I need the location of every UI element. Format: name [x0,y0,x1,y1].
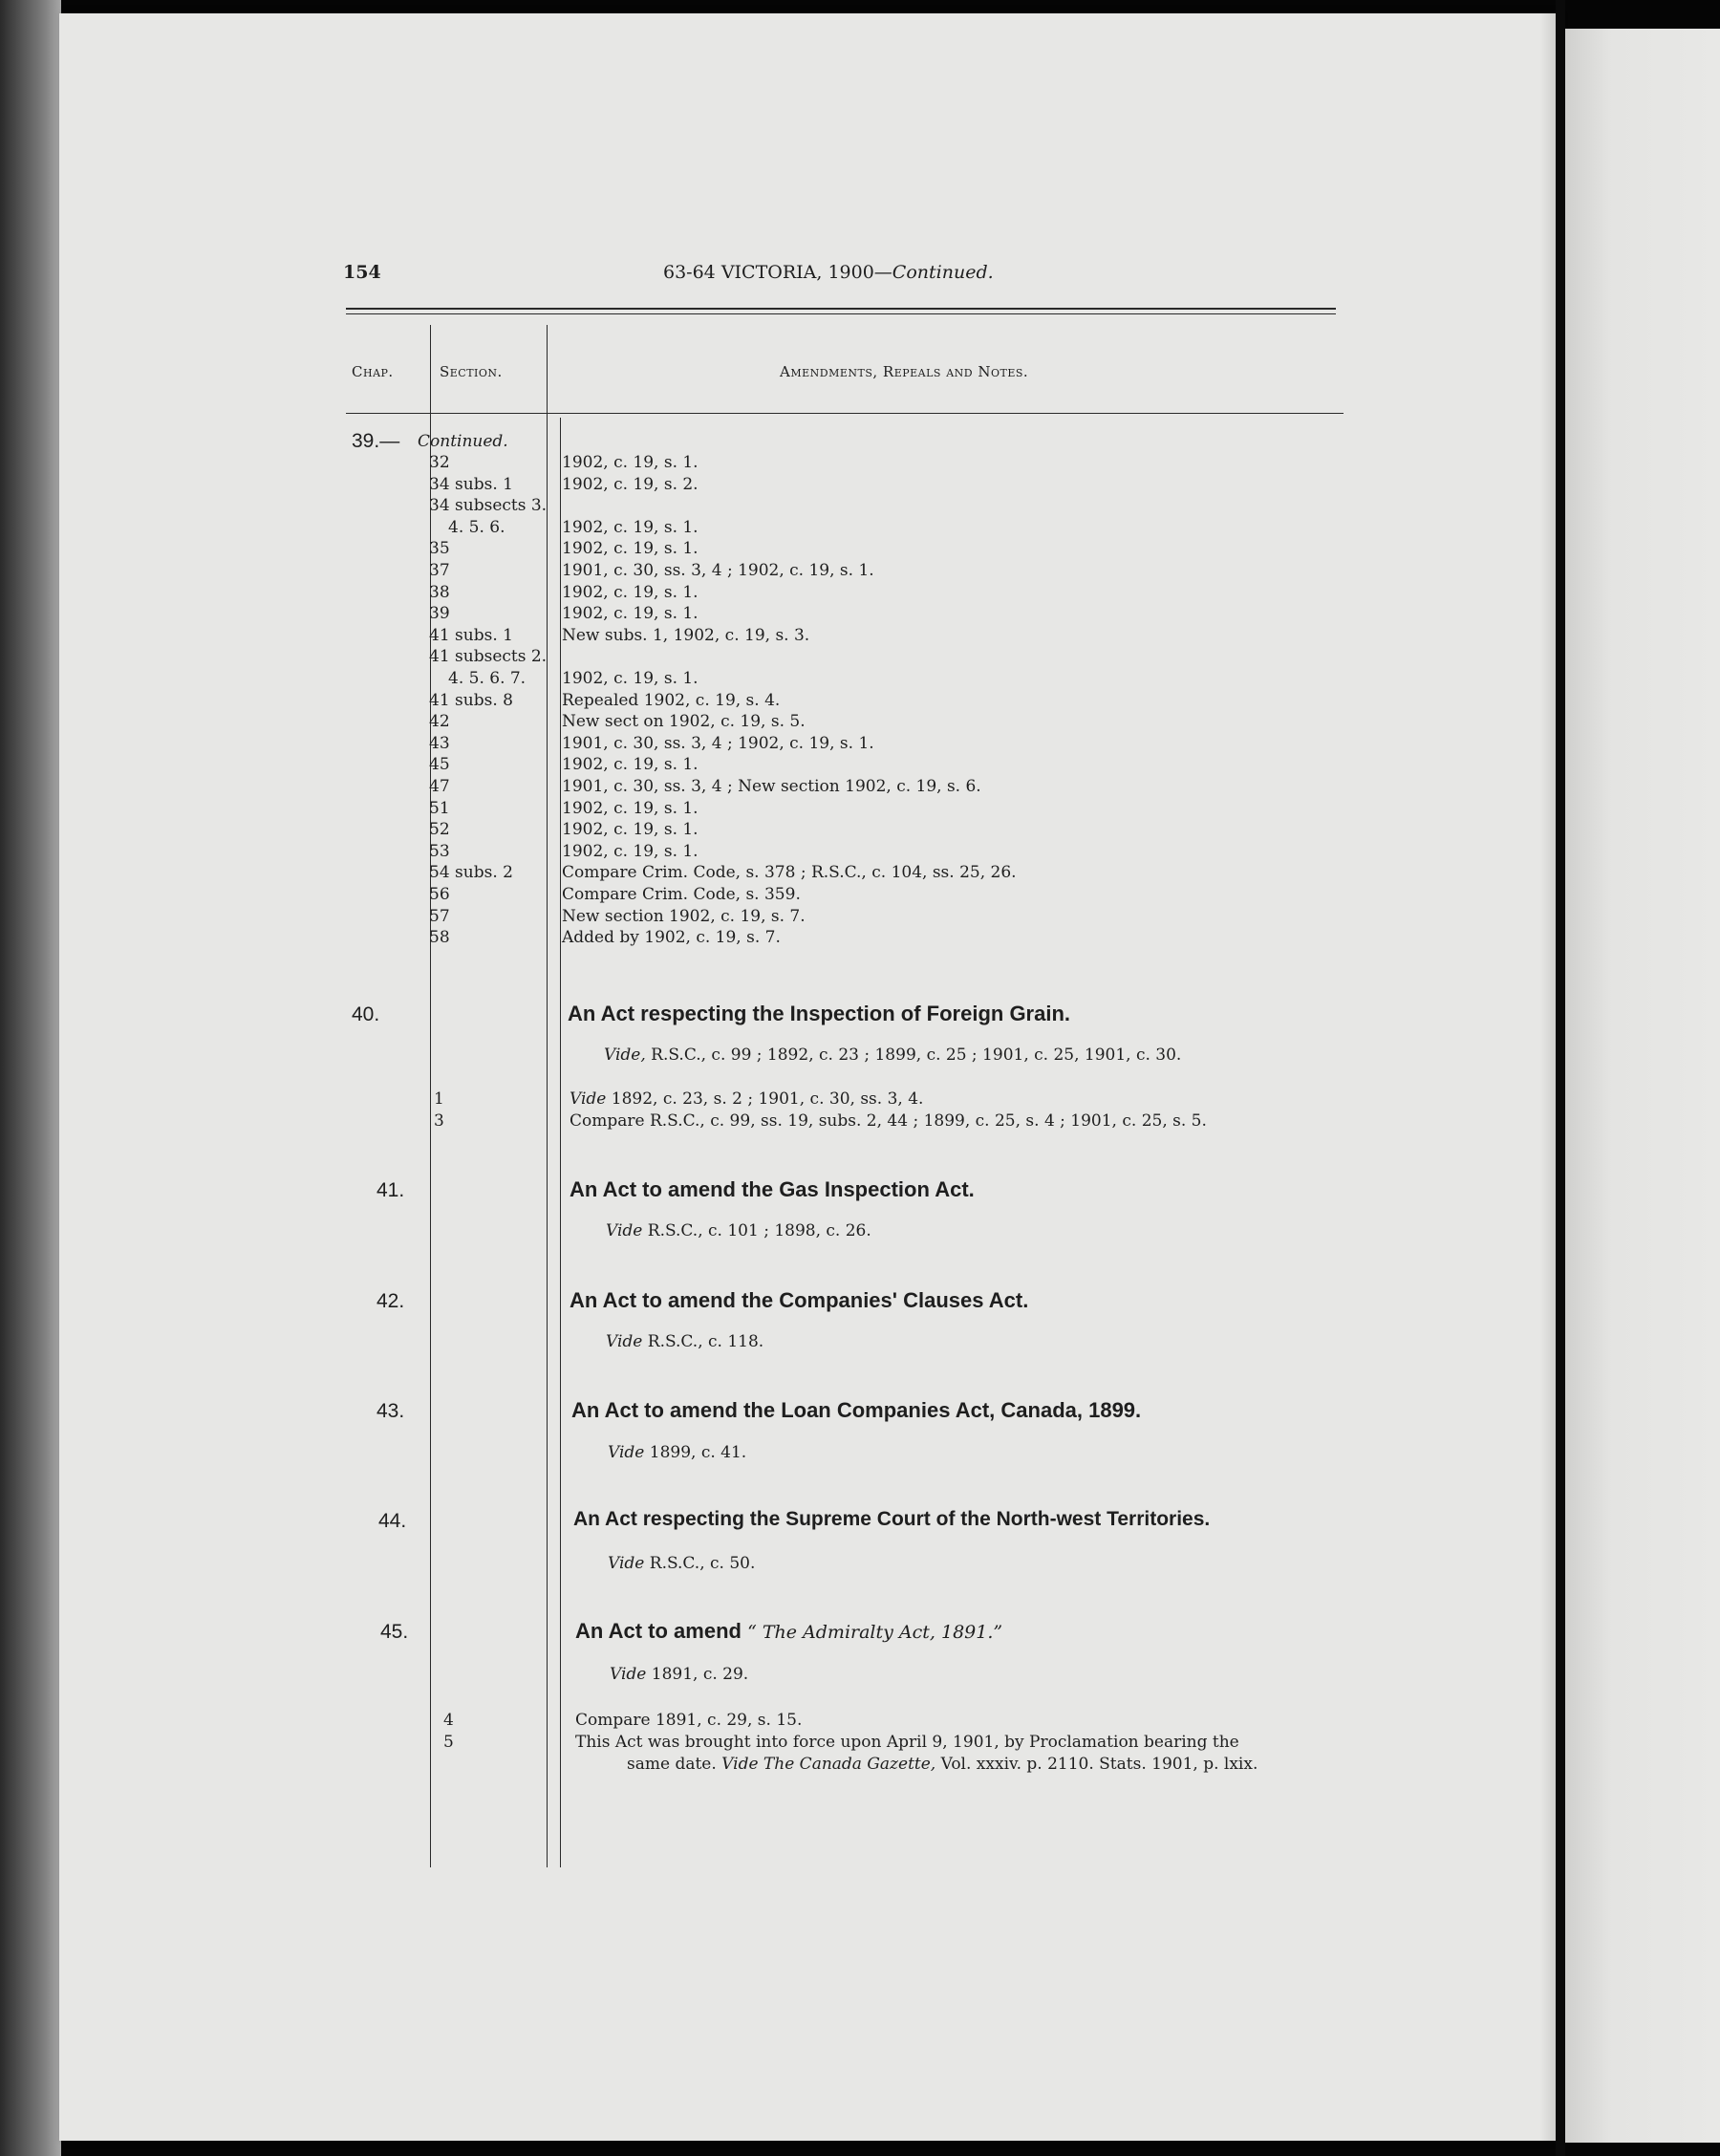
section-ref: 4. 5. 6. 7. [448,669,527,688]
amendment-note: New sect on 1902, c. 19, s. 5. [562,712,806,732]
amendment-note: 1902, c. 19, s. 1. [562,453,699,472]
chapter-45-vide [610,1665,748,1684]
chapter-44-title: An Act respecting the Supreme Court of the North-west Territories. [573,1508,1211,1530]
header-rule-bottom [346,313,1336,314]
section-ref: 41 subs. 8 [429,690,513,710]
amendment-note: 1902, c. 19, s. 1. [562,582,699,602]
column-heading-section: Section. [440,363,503,380]
section-ref: 43 [429,733,450,753]
chapter-41-vide [606,1221,871,1240]
vide-word: Vide [610,1665,647,1684]
amendment-note: This Act was brought into force upon April 9, 1901, by Proclamation bearing the [575,1732,1239,1752]
vide-word: Vide [606,1332,643,1351]
section-ref: 1 [434,1089,444,1109]
amendment-note: Compare Crim. Code, s. 378 ; R.S.C., c. 104, ss. 25, 26. [562,863,1017,883]
running-title-main: 63-64 VICTORIA, 1900 [663,262,874,283]
note-continuation-start: same date. [627,1755,722,1774]
vide-reference: R.S.C., c. 118. [642,1332,764,1351]
vide-reference: 1899, c. 41. [644,1443,747,1462]
section-ref: 4. 5. 6. [448,517,505,537]
amendment-note: Added by 1902, c. 19, s. 7. [562,928,781,948]
chapter-45-title [575,1619,1002,1644]
amendment-note: Repealed 1902, c. 19, s. 4. [562,690,781,710]
chapter-45-title-act-name: “ The Admiralty Act, 1891.” [747,1622,1003,1643]
chapter-number-45: 45. [380,1621,409,1643]
amendment-note: 1901, c. 30, ss. 3, 4 ; New section 1902, c. 19, s. 6. [562,777,981,796]
chapter-43-title: An Act to amend the Loan Companies Act, Canada, 1899. [571,1398,1142,1422]
section-ref: 38 [429,582,450,602]
column-divider-section-notes [547,325,548,1867]
chapter-number-43: 43. [376,1400,405,1422]
section-ref: 34 subsects 3. [429,496,548,516]
amendment-note: 1902, c. 19, s. 1. [562,841,699,861]
vide-word: Vide [608,1443,645,1462]
chapter-41-title: An Act to amend the Gas Inspection Act. [570,1177,975,1201]
amendment-note: New section 1902, c. 19, s. 7. [562,906,806,926]
chapter-43-vide [608,1443,746,1462]
amendment-note: 1901, c. 30, ss. 3, 4 ; 1902, c. 19, s. 1. [562,561,874,580]
vide-reference: R.S.C., c. 99 ; 1892, c. 23 ; 1899, c. 25 ; 1901, c. 25, 1901, c. 30. [645,1046,1182,1065]
section-ref: 39 [429,604,450,624]
page-edge-shadow [1540,13,1556,2141]
amendment-note: Compare R.S.C., c. 99, ss. 19, subs. 2, 44 ; 1899, c. 25, s. 4 ; 1901, c. 25, s. 5. [570,1110,1207,1131]
amendment-note: 1902, c. 19, s. 2. [562,474,699,494]
chapter-42-title: An Act to amend the Companies' Clauses Act. [570,1288,1029,1312]
amendment-note: 1902, c. 19, s. 1. [562,820,699,840]
section-ref: 51 [429,798,450,818]
section-ref: 34 subs. 1 [429,474,513,494]
chapter-45-note-continuation [627,1755,1258,1774]
chapter-44-vide [608,1554,755,1573]
section-ref: 56 [429,885,450,904]
amendment-note: 1901, c. 30, ss. 3, 4 ; 1902, c. 19, s. 1. [562,733,874,753]
section-ref: 45 [429,755,450,775]
column-heading-notes: Amendments, Repeals and Notes. [780,363,1029,380]
chapter-number-44: 44. [378,1510,407,1532]
amendment-note: Compare Crim. Code, s. 359. [562,885,801,904]
vide-reference: 1891, c. 29. [646,1665,749,1684]
section-ref: 52 [429,820,450,840]
note-text: 1892, c. 23, s. 2 ; 1901, c. 30, ss. 3, 4. [606,1089,924,1109]
amendment-note: 1902, c. 19, s. 1. [562,755,699,775]
section-ref: 47 [429,777,450,796]
amendment-note: New subs. 1, 1902, c. 19, s. 3. [562,625,810,645]
section-ref: 37 [429,561,450,580]
header-rule-top [346,308,1336,310]
column-divider-notes-left [560,418,561,1867]
chapter-45-title-main: An Act to amend [575,1619,748,1643]
section-ref: 58 [429,928,450,948]
vide-reference: R.S.C., c. 50. [644,1554,756,1573]
section-ref: 42 [429,712,450,732]
section-ref: 41 subsects 2. [429,647,548,667]
section-ref: 57 [429,906,450,926]
section-ref: 5 [443,1732,454,1752]
vide-word: Vide [570,1089,607,1109]
amendment-note: 1902, c. 19, s. 1. [562,798,699,818]
running-title-continued: —Continued. [873,262,994,283]
vide-word: Vide [608,1554,645,1573]
note-continuation-end: Vol. xxxiv. p. 2110. Stats. 1901, p. lxix. [935,1755,1258,1774]
page-gap [1556,0,1565,2156]
adjacent-page-edge [1565,29,1720,2143]
page-number: 154 [343,262,381,283]
chapter-40-vide [604,1046,1181,1065]
vide-word: Vide, [604,1046,646,1065]
chapter-39-continued-label: Continued. [418,432,508,451]
amendment-note: 1902, c. 19, s. 1. [562,604,699,624]
chapter-42-vide [606,1332,763,1351]
amendment-note: Compare 1891, c. 29, s. 15. [575,1711,803,1730]
section-ref: 54 subs. 2 [429,863,513,883]
section-ref: 41 subs. 1 [429,625,513,645]
column-heading-rule [346,413,1344,414]
section-ref: 35 [429,539,450,559]
document-page [59,13,1556,2141]
book-binding-edge [0,0,61,2156]
section-ref: 32 [429,453,450,472]
section-ref: 4 [443,1711,454,1730]
amendment-note: 1902, c. 19, s. 1. [562,517,699,537]
amendment-note: 1902, c. 19, s. 1. [562,539,699,559]
vide-word: Vide [606,1221,643,1240]
chapter-number-39: 39.— [352,430,400,452]
amendment-note: 1902, c. 19, s. 1. [562,669,699,688]
chapter-number-41: 41. [376,1179,405,1201]
chapter-40-title: An Act respecting the Inspection of Foreign Grain. [568,1002,1071,1025]
section-ref: 53 [429,841,450,861]
note-continuation-citation: Vide The Canada Gazette, [721,1755,936,1774]
chapter-number-40: 40. [352,1003,380,1025]
chapter-number-42: 42. [376,1290,405,1312]
amendment-note [570,1089,923,1109]
section-ref: 3 [434,1110,444,1131]
running-title [663,262,994,283]
column-heading-chap: Chap. [352,363,394,380]
vide-reference: R.S.C., c. 101 ; 1898, c. 26. [642,1221,871,1240]
